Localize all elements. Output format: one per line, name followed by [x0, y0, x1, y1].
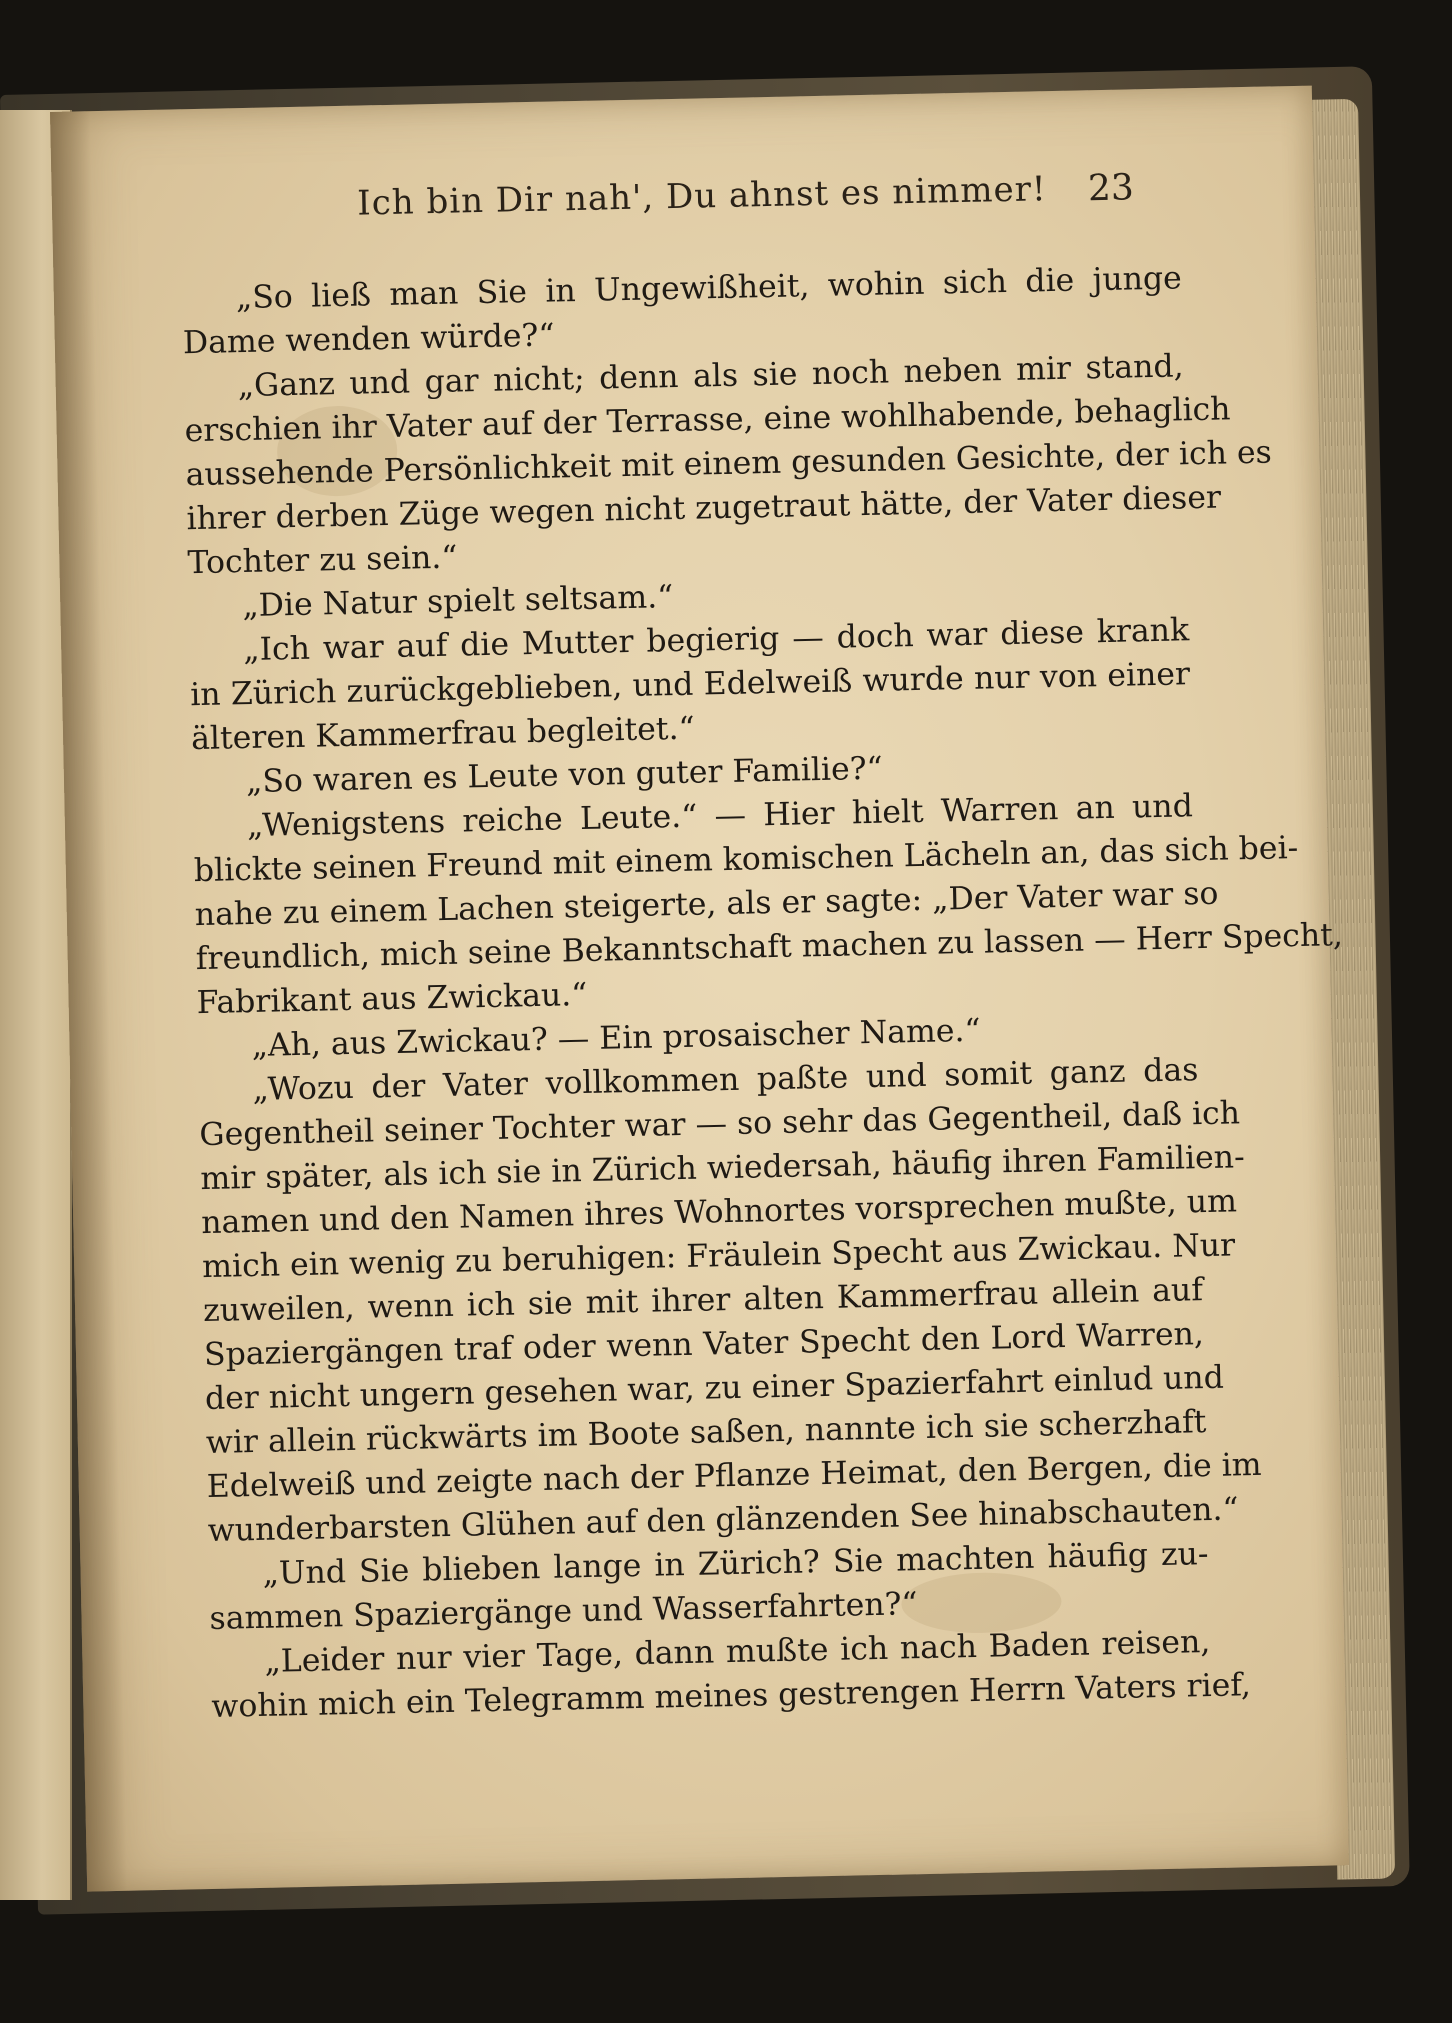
text-line: namen und den Namen ihres Wohnortes vorsprechen mußte, um — [200, 1183, 1238, 1242]
text-line: blickte seinen Freund mit einem komischen Lächeln an, das sich bei- — [193, 830, 1299, 890]
text-line: „So ließ man Sie in Ungewißheit, wohin sich die junge — [235, 260, 1183, 317]
text-line: nahe zu einem Lachen steigerte, als er sagte: „Der Vater war so — [194, 875, 1219, 934]
text-line: zuweilen, wenn ich sie mit ihrer alten Kammerfrau allein auf — [202, 1272, 1204, 1330]
text-line: „Leider nur vier Tage, dann mußte ich nach Baden reisen, — [264, 1624, 1211, 1680]
text-line: „Und Sie blieben lange in Zürich? Sie machten häufig zu- — [262, 1536, 1209, 1592]
text-line: mich ein wenig zu beruhigen: Fräulein Specht aus Zwickau. Nur — [201, 1227, 1236, 1286]
text-line: wunderbarsten Glühen auf den glänzenden See hinabschauten.“ — [207, 1491, 1239, 1550]
text-line: Tochter zu sein.“ — [187, 539, 458, 582]
text-line: freundlich, mich seine Bekanntschaft machen zu lassen — Herr Specht, — [195, 917, 1344, 978]
text-line: „Die Natur spielt seltsam.“ — [242, 579, 674, 625]
text-line: „Ich war auf die Mutter begierig — doch war diese krank — [242, 612, 1190, 669]
text-line: Spaziergängen traf oder wenn Vater Specht den Lord Warren, — [203, 1316, 1205, 1374]
text-line: Dame wenden würde?“ — [182, 317, 555, 362]
text-line: wohin mich ein Telegramm meines gestrengen Herrn Vaters rief, — [211, 1667, 1252, 1725]
text-line: erschien ihr Vater auf der Terrasse, eine wohlhabende, behaglich — [184, 391, 1231, 450]
text-line: Fabrikant aus Zwickau.“ — [196, 976, 588, 1022]
text-line: „Ganz und gar nicht; denn als sie noch neben mir stand, — [237, 348, 1184, 405]
running-head: Ich bin Dir nah', Du ahnst es nimmer! — [356, 169, 1047, 224]
text-line: ihrer derben Züge wegen nicht zugetraut hätte, der Vater dieser — [186, 479, 1222, 538]
text-line: Gegentheil seiner Tochter war — so sehr das Gegentheil, daß ich — [199, 1095, 1241, 1154]
text-line: „Ah, aus Zwickau? — Ein prosaischer Name.“ — [251, 1012, 981, 1064]
text-line: aussehende Persönlichkeit mit einem gesunden Gesichte, der ich es — [185, 434, 1273, 494]
text-line: mir später, als ich sie in Zürich wiedersah, häufig ihren Familien- — [200, 1139, 1246, 1198]
text-line: wir allein rückwärts im Boote saßen, nannte ich sie scherzhaft — [205, 1404, 1207, 1462]
text-line: „Wozu der Vater vollkommen paßte und somit ganz das — [252, 1052, 1199, 1108]
text-line: sammen Spaziergänge und Wasserfahrten?“ — [209, 1586, 918, 1637]
body-text — [181, 256, 1344, 1729]
text-line: in Zürich zurückgeblieben, und Edelweiß wurde nur von einer — [189, 656, 1191, 714]
text-line: der nicht ungern gesehen war, zu einer Spazierfahrt einlud und — [204, 1359, 1225, 1418]
text-line: Edelweiß und zeigte nach der Pflanze Heimat, den Bergen, die im — [206, 1446, 1262, 1506]
text-line: „So waren es Leute von guter Familie?“ — [245, 750, 884, 801]
book-page — [50, 86, 1349, 1892]
page-number: 23 — [1087, 167, 1135, 210]
text-line: „Wenigstens reiche Leute.“ — Hier hielt Warren an und — [246, 788, 1194, 845]
text-line: älteren Kammerfrau begleitet.“ — [190, 710, 695, 758]
